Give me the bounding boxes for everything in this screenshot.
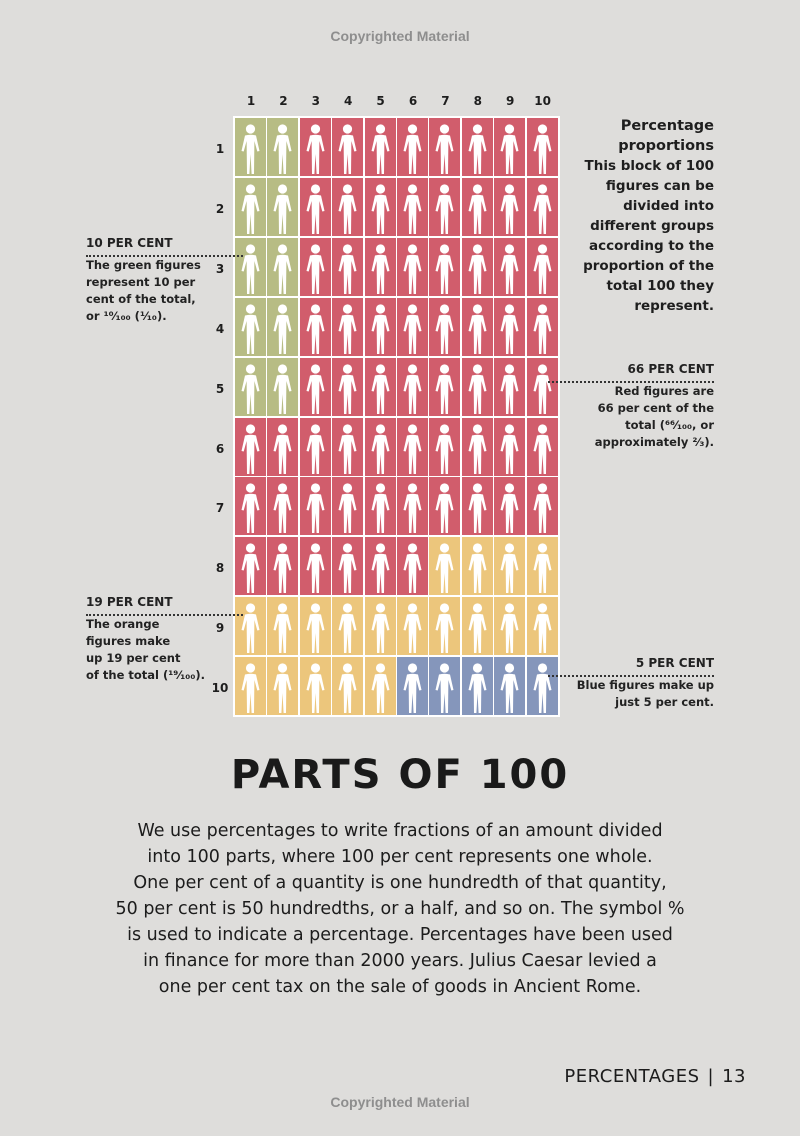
figure-cell-green — [267, 298, 298, 356]
figure-cell-blue — [527, 657, 558, 715]
person-icon — [462, 238, 493, 296]
column-label: 7 — [441, 94, 450, 108]
proportions-line: different groups — [590, 218, 714, 234]
person-icon — [300, 418, 331, 476]
person-icon — [267, 418, 298, 476]
proportions-title-line2: proportions — [618, 138, 714, 154]
person-icon — [235, 238, 266, 296]
person-icon — [235, 298, 266, 356]
figure-cell-red — [235, 477, 266, 535]
body-line: one per cent tax on the sale of goods in Ancient Rome. — [158, 977, 642, 997]
figure-cell-red — [300, 358, 331, 416]
figure-cell-blue — [462, 657, 493, 715]
person-icon — [300, 118, 331, 176]
figure-cell-green — [235, 358, 266, 416]
person-icon — [267, 238, 298, 296]
figure-cell-orange — [267, 597, 298, 655]
person-icon — [462, 118, 493, 176]
figure-cell-red — [397, 358, 428, 416]
body-line: is used to indicate a percentage. Percentages have been used — [127, 925, 673, 945]
figure-cell-red — [429, 118, 460, 176]
person-icon — [365, 358, 396, 416]
proportions-line: figures can be — [605, 178, 714, 194]
figure-cell-red — [462, 298, 493, 356]
column-label: 6 — [408, 94, 418, 108]
person-icon — [267, 118, 298, 176]
figure-cell-red — [462, 418, 493, 476]
person-icon — [494, 657, 525, 715]
person-icon — [397, 537, 428, 595]
figure-cell-red — [494, 178, 525, 236]
red-annotation — [570, 361, 714, 451]
figure-cell-blue — [429, 657, 460, 715]
column-label: 9 — [506, 94, 515, 108]
person-icon — [365, 657, 396, 715]
figure-cell-orange — [365, 657, 396, 715]
red-annotation-title: 66 PER CENT — [627, 362, 714, 376]
figure-cell-orange — [365, 597, 396, 655]
figure-cell-red — [332, 178, 363, 236]
figure-cell-orange — [462, 537, 493, 595]
figure-cell-orange — [397, 597, 428, 655]
figure-cell-red — [365, 477, 396, 535]
figure-cell-red — [429, 358, 460, 416]
person-icon — [397, 118, 428, 176]
person-icon — [235, 118, 266, 176]
orange-annotation-line: figures make — [86, 634, 171, 648]
person-icon — [332, 597, 363, 655]
figure-cell-red — [267, 537, 298, 595]
figure-cell-red — [300, 178, 331, 236]
figure-cell-orange — [267, 657, 298, 715]
figure-cell-red — [235, 418, 266, 476]
person-icon — [494, 418, 525, 476]
figure-cell-red — [494, 418, 525, 476]
person-icon — [300, 238, 331, 296]
person-icon — [365, 477, 396, 535]
person-icon — [267, 358, 298, 416]
person-icon — [365, 418, 396, 476]
person-icon — [397, 178, 428, 236]
proportions-line: This block of 100 — [584, 158, 714, 174]
person-icon — [527, 537, 558, 595]
column-label: 3 — [311, 94, 320, 108]
person-icon — [527, 238, 558, 296]
person-icon — [300, 537, 331, 595]
page-title: PARTS OF 100 — [230, 752, 570, 798]
blue-annotation-line: just 5 per cent. — [615, 695, 714, 709]
figure-cell-orange — [235, 657, 266, 715]
row-label: 7 — [215, 501, 225, 516]
person-icon — [527, 358, 558, 416]
person-icon — [494, 178, 525, 236]
body-paragraph — [100, 818, 700, 1000]
figure-cell-red — [300, 477, 331, 535]
person-icon — [527, 298, 558, 356]
person-icon — [527, 597, 558, 655]
figure-cell-red — [300, 418, 331, 476]
red-annotation-line: total (⁶⁶⁄₁₀₀, or — [625, 418, 714, 432]
person-icon — [267, 298, 298, 356]
person-icon — [300, 298, 331, 356]
person-icon — [527, 118, 558, 176]
figure-cell-red — [332, 238, 363, 296]
green-annotation-line: The green figures — [86, 258, 201, 272]
row-label: 6 — [215, 441, 225, 456]
figure-cell-orange — [429, 537, 460, 595]
person-icon — [494, 298, 525, 356]
column-label: 10 — [534, 94, 551, 108]
column-label: 5 — [376, 94, 385, 108]
figure-cell-red — [429, 178, 460, 236]
figure-cell-orange — [332, 657, 363, 715]
figure-cell-red — [462, 118, 493, 176]
figure-cell-orange — [527, 537, 558, 595]
proportions-line: divided into — [623, 198, 714, 214]
person-icon — [429, 418, 460, 476]
proportions-title-line1: Percentage — [620, 118, 714, 134]
figure-cell-red — [494, 238, 525, 296]
figure-cell-green — [267, 118, 298, 176]
person-icon — [397, 238, 428, 296]
person-icon — [235, 178, 266, 236]
watermark-top: Copyrighted Material — [330, 28, 470, 44]
figure-cell-orange — [235, 597, 266, 655]
figure-cell-orange — [300, 597, 331, 655]
figure-cell-orange — [494, 537, 525, 595]
green-annotation-line: cent of the total, — [86, 292, 196, 306]
row-label: 5 — [215, 381, 225, 396]
red-annotation-line: 66 per cent of the — [597, 401, 714, 415]
row-label: 9 — [215, 621, 225, 636]
person-icon — [429, 657, 460, 715]
watermark-bottom: Copyrighted Material — [330, 1094, 470, 1110]
body-line: One per cent of a quantity is one hundredth of that quantity, — [133, 873, 667, 893]
person-icon — [235, 418, 266, 476]
green-annotation — [86, 235, 226, 325]
figure-cell-red — [365, 238, 396, 296]
person-icon — [429, 477, 460, 535]
column-label: 1 — [246, 94, 256, 108]
person-icon — [494, 118, 525, 176]
row-label: 3 — [215, 261, 225, 276]
person-icon — [365, 597, 396, 655]
footer-section: PERCENTAGES — [564, 1066, 700, 1087]
figure-cell-blue — [397, 657, 428, 715]
figure-cell-red — [397, 477, 428, 535]
person-icon — [429, 597, 460, 655]
figure-cell-red — [365, 537, 396, 595]
row-label: 1 — [215, 142, 225, 156]
person-icon — [462, 537, 493, 595]
proportions-line: proportion of the — [583, 258, 714, 274]
person-icon — [300, 477, 331, 535]
person-icon — [462, 298, 493, 356]
figure-cell-red — [397, 118, 428, 176]
figure-cell-red — [365, 418, 396, 476]
figure-cell-red — [397, 238, 428, 296]
figure-cell-red — [300, 238, 331, 296]
figure-cell-green — [267, 358, 298, 416]
person-icon — [527, 657, 558, 715]
figure-cell-red — [494, 358, 525, 416]
figure-cell-red — [332, 358, 363, 416]
row-label: 2 — [215, 201, 225, 216]
person-icon — [332, 537, 363, 595]
body-line: 50 per cent is 50 hundredths, or a half, and so on. The symbol % — [115, 899, 685, 919]
person-icon — [332, 118, 363, 176]
person-icon — [332, 657, 363, 715]
figure-cell-red — [300, 118, 331, 176]
row-label: 8 — [215, 561, 225, 576]
figure-grid — [233, 116, 560, 717]
figure-cell-red — [527, 418, 558, 476]
figure-cell-red — [332, 537, 363, 595]
person-icon — [267, 537, 298, 595]
figure-cell-orange — [429, 597, 460, 655]
figure-cell-red — [365, 178, 396, 236]
red-annotation-line: Red figures are — [614, 384, 714, 398]
proportions-line: total 100 they — [606, 278, 714, 294]
orange-annotation-title: 19 PER CENT — [86, 595, 173, 609]
figure-cell-green — [235, 238, 266, 296]
person-icon — [235, 358, 266, 416]
figure-cell-red — [494, 118, 525, 176]
red-leader-line — [548, 381, 714, 383]
person-icon — [235, 537, 266, 595]
person-icon — [462, 418, 493, 476]
person-icon — [494, 477, 525, 535]
figure-cell-orange — [462, 597, 493, 655]
person-icon — [332, 178, 363, 236]
person-icon — [397, 657, 428, 715]
person-icon — [462, 358, 493, 416]
figure-cell-red — [267, 477, 298, 535]
figure-cell-red — [494, 298, 525, 356]
row-label: 10 — [211, 681, 229, 696]
figure-cell-green — [267, 178, 298, 236]
person-icon — [429, 238, 460, 296]
figure-cell-red — [527, 298, 558, 356]
person-icon — [267, 657, 298, 715]
proportions-annotation — [570, 116, 714, 316]
orange-leader-line — [86, 614, 243, 616]
figure-cell-red — [365, 298, 396, 356]
blue-leader-line — [548, 675, 714, 677]
figure-cell-red — [462, 238, 493, 296]
blue-annotation-line: Blue figures make up — [576, 678, 714, 692]
person-icon — [300, 178, 331, 236]
figure-cell-red — [527, 178, 558, 236]
person-icon — [235, 477, 266, 535]
person-icon — [332, 477, 363, 535]
figure-cell-blue — [494, 657, 525, 715]
figure-cell-red — [429, 238, 460, 296]
red-annotation-line: approximately ²⁄₃). — [594, 435, 714, 449]
column-label: 2 — [279, 94, 288, 108]
green-annotation-line: or ¹⁰⁄₁₀₀ (¹⁄₁₀). — [86, 309, 167, 323]
person-icon — [397, 477, 428, 535]
figure-cell-red — [397, 298, 428, 356]
figure-cell-green — [235, 118, 266, 176]
figure-cell-red — [429, 418, 460, 476]
person-icon — [332, 238, 363, 296]
person-icon — [429, 537, 460, 595]
person-icon — [300, 597, 331, 655]
person-icon — [235, 657, 266, 715]
figure-cell-red — [267, 418, 298, 476]
orange-annotation-line: The orange — [86, 617, 160, 631]
person-icon — [429, 178, 460, 236]
figure-cell-green — [267, 238, 298, 296]
person-icon — [494, 537, 525, 595]
figure-cell-orange — [527, 597, 558, 655]
figure-cell-red — [527, 118, 558, 176]
person-icon — [462, 477, 493, 535]
person-icon — [365, 298, 396, 356]
person-icon — [365, 118, 396, 176]
figure-cell-red — [462, 358, 493, 416]
person-icon — [397, 597, 428, 655]
figure-cell-orange — [332, 597, 363, 655]
person-icon — [494, 597, 525, 655]
person-icon — [300, 358, 331, 416]
person-icon — [267, 477, 298, 535]
figure-cell-red — [397, 178, 428, 236]
figure-cell-red — [300, 537, 331, 595]
figure-cell-red — [462, 178, 493, 236]
person-icon — [365, 238, 396, 296]
person-icon — [462, 657, 493, 715]
blue-annotation-title: 5 PER CENT — [635, 656, 714, 670]
figure-cell-red — [332, 118, 363, 176]
blue-annotation — [560, 655, 714, 711]
green-annotation-title: 10 PER CENT — [86, 236, 173, 250]
figure-cell-red — [429, 298, 460, 356]
figure-cell-red — [494, 477, 525, 535]
person-icon — [267, 597, 298, 655]
green-leader-line — [86, 255, 243, 257]
person-icon — [365, 178, 396, 236]
figure-cell-red — [527, 238, 558, 296]
person-icon — [397, 418, 428, 476]
figure-cell-green — [235, 298, 266, 356]
person-icon — [300, 657, 331, 715]
footer-separator: | — [707, 1066, 715, 1087]
page-number: 13 — [722, 1066, 746, 1087]
person-icon — [332, 358, 363, 416]
figure-cell-green — [235, 178, 266, 236]
figure-cell-red — [332, 477, 363, 535]
person-icon — [397, 358, 428, 416]
person-icon — [527, 418, 558, 476]
person-icon — [235, 597, 266, 655]
person-icon — [494, 358, 525, 416]
body-line: in finance for more than 2000 years. Julius Caesar levied a — [143, 951, 657, 971]
person-icon — [332, 418, 363, 476]
person-icon — [494, 238, 525, 296]
person-icon — [462, 178, 493, 236]
figure-cell-red — [462, 477, 493, 535]
person-icon — [397, 298, 428, 356]
person-icon — [429, 298, 460, 356]
figure-cell-red — [235, 537, 266, 595]
body-line: into 100 parts, where 100 per cent represents one whole. — [147, 847, 653, 867]
person-icon — [527, 178, 558, 236]
figure-cell-red — [332, 418, 363, 476]
green-annotation-line: represent 10 per — [86, 275, 196, 289]
person-icon — [527, 477, 558, 535]
figure-cell-red — [365, 358, 396, 416]
figure-cell-red — [300, 298, 331, 356]
orange-annotation — [86, 594, 226, 684]
person-icon — [365, 537, 396, 595]
person-icon — [429, 358, 460, 416]
figure-cell-red — [527, 358, 558, 416]
column-label: 8 — [473, 94, 482, 108]
proportions-line: according to the — [589, 238, 714, 254]
figure-cell-red — [332, 298, 363, 356]
figure-cell-red — [397, 418, 428, 476]
figure-cell-red — [397, 537, 428, 595]
person-icon — [267, 178, 298, 236]
row-label: 4 — [215, 321, 225, 336]
body-line: We use percentages to write fractions of an amount divided — [137, 821, 663, 841]
person-icon — [332, 298, 363, 356]
figure-cell-orange — [300, 657, 331, 715]
page-footer — [564, 1066, 746, 1087]
figure-cell-red — [527, 477, 558, 535]
figure-cell-red — [365, 118, 396, 176]
orange-annotation-line: up 19 per cent — [86, 651, 181, 665]
column-label: 4 — [344, 94, 353, 108]
person-icon — [462, 597, 493, 655]
person-icon — [429, 118, 460, 176]
proportions-line: represent. — [634, 298, 714, 314]
figure-cell-orange — [494, 597, 525, 655]
figure-cell-red — [429, 477, 460, 535]
orange-annotation-line: of the total (¹⁹⁄₁₀₀). — [86, 668, 205, 682]
